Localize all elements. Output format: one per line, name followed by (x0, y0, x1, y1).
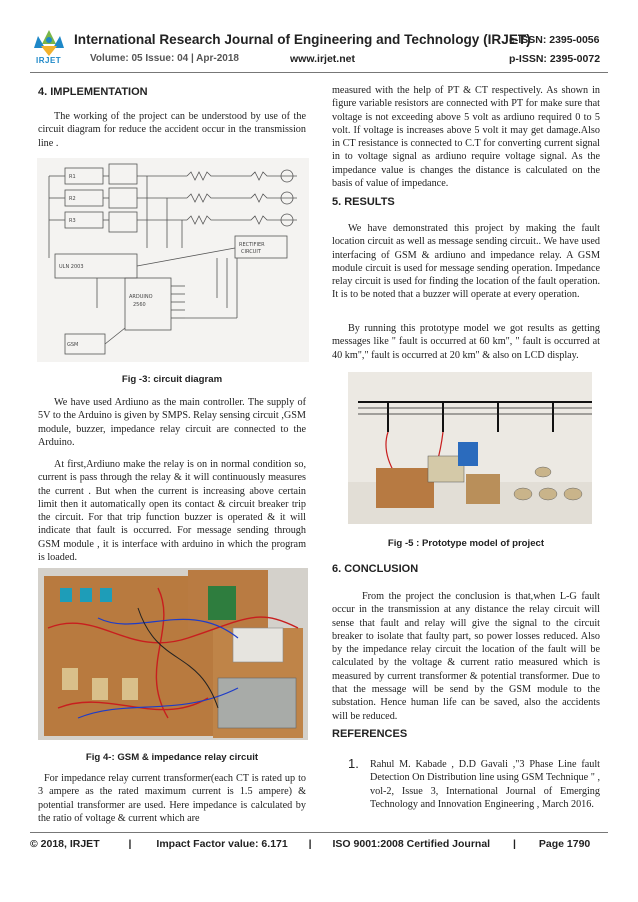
paragraph-text: We have used Ardiuno as the main controller. The supply of 5V to the Arduino is given by SMPS. Relay sensing circuit ,GSM module, buzzer, impedance relay circuit are connected to the Arduino. (38, 397, 306, 448)
prototype-photo-drawing (348, 372, 592, 524)
paragraph-text: At first,Ardiuno make the relay is on in normal condition so, current is pass through the relay & it will continuously measures the current . But when the current is increasing above certain limit then it automatically open its contact & circuit breaker trip the circuit. For that trip function buzzer is operated & it will indicate that fault is occurred. For message sending through GSM module , it is interface with arduino in which the program is loaded. (38, 459, 306, 564)
svg-text:R1: R1 (69, 174, 76, 180)
footer-separator: | (128, 838, 132, 850)
prototype-photo (348, 372, 592, 524)
journal-url[interactable]: www.irjet.net (290, 53, 355, 65)
section-5-heading: 5. RESULTS (332, 196, 395, 208)
implementation-para-4 (38, 772, 306, 825)
implementation-para-3 (38, 458, 306, 564)
journal-title: International Research Journal of Engineering and Technology (IRJET) (74, 32, 531, 47)
footer-separator: | (513, 838, 516, 850)
implementation-para-2 (38, 396, 306, 449)
svg-text:CIRCUIT: CIRCUIT (241, 249, 261, 255)
footer-separator: | (308, 838, 312, 850)
section-6-heading: 6. CONCLUSION (332, 563, 419, 575)
gsm-relay-photo-drawing (38, 568, 308, 740)
footer-rule (30, 832, 608, 833)
footer (30, 838, 590, 850)
references-heading: REFERENCES (332, 728, 408, 740)
conclusion-para (332, 590, 600, 723)
footer-copyright: © 2018, IRJET (30, 838, 100, 850)
paragraph-text: By running this prototype model we got results as getting messages like " fault is occurred at 60 km", " fault is occurred at 40 km"," fault is occurred at 20 km" & also on LCD display. (332, 323, 600, 361)
footer-iso: ISO 9001:2008 Certified Journal (332, 838, 491, 850)
results-para-1 (332, 222, 600, 302)
results-para-2 (332, 322, 600, 362)
reference-1 (370, 758, 600, 811)
paragraph-text: We have demonstrated this project by making the fault location circuit as well as message sending circuit.. We have used interfacing of GSM & ardiuno and impedance relay. A GSM module circuit is used for message sending operation. Impedance relay circuit is used for finding the location of the fault operation. It is to be noted that a buzzer will operate at every operation. (332, 223, 600, 301)
fig-3-caption: Fig -3: circuit diagram (121, 374, 223, 385)
fig-4-caption: Fig 4-: GSM & impedance relay circuit (85, 752, 259, 763)
paragraph-text: For impedance relay current transformer(each CT is rated up to 3 ampere as the rated maximum current is 1.5 ampere) & potential transformer are used. Here impedance is calculated by the ratio of voltage & current which are (38, 773, 306, 824)
svg-text:R3: R3 (69, 218, 76, 224)
reference-text: Rahul M. Kabade , D.D Gavali ,"3 Phase Line fault Detection On Distribution line using GSM Technique " , vol-2, Issue 3, International Journal of Emerging Technology and Innovation Engineering , March 2016. (370, 759, 600, 810)
svg-text:2560: 2560 (133, 302, 146, 308)
svg-text:RECTIFIER: RECTIFIER (239, 242, 265, 248)
footer-impact-factor: Impact Factor value: 6.171 (156, 838, 288, 850)
circuit-diagram-figure (37, 158, 309, 362)
svg-text:GSM: GSM (67, 342, 79, 348)
circuit-diagram-drawing (37, 158, 309, 362)
paragraph-text: From the project the conclusion is that,when L-G fault occur in the transmission at any distance the relay circuit will sense that fault and relay will give the signal to the circuit breaker to isolate that faulty part, so power losses reduced. Also by the impedance relay circuit the location of the fault will be calculated by the voltage & current ratio measured which is measured by current transformer & potential transformer. Due to that the message will be send by the GSM module to the substation. Hence human life can be saved, also the accidents will be reduced. (332, 591, 600, 722)
paragraph-text: measured with the help of PT & CT respectively. As shown in figure variable resistors are connected with PT for make sure that voltage is not exceeding above 5 volt as ardiuno required 0 to 5 volt. If voltage is increases above 5 volt it may get damage.Also in CT resistance is connected to C.T for converting current signal in to voltage signal as ardiuno require voltage signal. As the impedance value is changes the distance is calculated on the basis of value of impedance. (332, 85, 600, 190)
section-4-heading: 4. IMPLEMENTATION (38, 86, 148, 98)
p-issn: p-ISSN: 2395-0072 (509, 53, 601, 65)
header-rule (30, 72, 608, 73)
footer-page-number: Page 1790 (538, 838, 591, 850)
svg-text:R2: R2 (69, 196, 76, 202)
reference-number: 1. (348, 756, 359, 771)
logo-text: IRJET (36, 56, 62, 65)
gsm-relay-photo (38, 568, 308, 740)
implementation-continued (332, 84, 600, 190)
volume-line: Volume: 05 Issue: 04 | Apr-2018 (90, 53, 239, 64)
fig-5-caption: Fig -5 : Prototype model of project (387, 538, 545, 549)
implementation-para-1 (38, 110, 306, 150)
paragraph-text: The working of the project can be understood by use of the circuit diagram for reduce the accident occur in the transmission line . (38, 111, 306, 149)
svg-text:ARDUINO: ARDUINO (129, 294, 153, 300)
svg-text:ULN 2003: ULN 2003 (59, 264, 84, 270)
e-issn: e-ISSN: 2395-0056 (509, 34, 600, 46)
